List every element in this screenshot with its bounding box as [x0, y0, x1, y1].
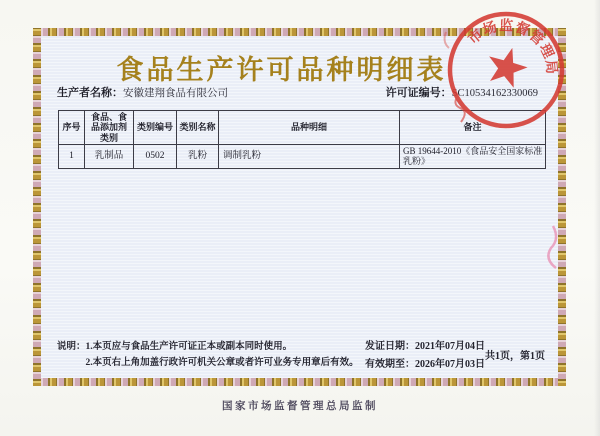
- column-header-category: 食品、食品添加剂类别: [85, 111, 134, 145]
- column-header-remark: 备注: [400, 111, 546, 145]
- page-title: 食品生产许可品种明细表: [116, 55, 447, 85]
- column-header-name: 类别名称: [177, 111, 219, 145]
- license-value: SC10534162330069: [451, 88, 538, 99]
- ink-mark-top: [445, 32, 449, 48]
- table-row: [59, 145, 546, 169]
- ink-mark-right: [544, 222, 568, 274]
- column-header-serial: 序号: [59, 111, 85, 145]
- cell-category: 乳制品: [85, 145, 134, 169]
- seal-ring-text: 市场监督管理局: [465, 18, 559, 76]
- notes-lines: [86, 339, 359, 371]
- issue-date-value: 2021年07月04日: [415, 341, 485, 352]
- producer-group: [57, 84, 228, 100]
- note-line-2: 2.本页右上角加盖行政许可机关公章或者许可业务专用章后有效。: [85, 358, 359, 369]
- footer-imprint: 国家市场监督管理总局监制: [222, 401, 378, 412]
- notes-label: 说明：: [57, 342, 86, 352]
- cell-code: 0502: [134, 145, 177, 169]
- license-label: 许可证编号：: [385, 87, 452, 99]
- page-count: 共1页，第1页: [485, 351, 545, 362]
- cell-variety: 调制乳粉: [219, 145, 400, 169]
- issue-date-label: 发证日期：: [365, 341, 415, 352]
- official-seal-stamp: [440, 4, 574, 138]
- note-line-1: 1.本页应与食品生产许可证正本或副本同时使用。: [85, 342, 293, 352]
- cell-name: 乳粉: [177, 145, 219, 169]
- cell-remark: GB 19644-2010《食品安全国家标准乳粉》: [400, 145, 546, 169]
- expiry-date-value: 2026年07月03日: [415, 358, 485, 370]
- star-icon: [483, 42, 532, 90]
- issue-date-row: [365, 338, 485, 356]
- column-header-code: 类别编号: [134, 111, 177, 145]
- notes-block: [57, 339, 359, 371]
- column-header-variety: 品种明细: [219, 111, 400, 145]
- producer-value: 安徽建翔食品有限公司: [123, 88, 228, 99]
- validity-block: [365, 338, 485, 373]
- producer-label: 生产者名称：: [57, 87, 123, 99]
- border-bottom-edge: [33, 378, 566, 386]
- expiry-date-label: 有效期至：: [365, 358, 415, 370]
- expiry-date-row: [365, 356, 485, 374]
- cell-serial: 1: [59, 145, 85, 169]
